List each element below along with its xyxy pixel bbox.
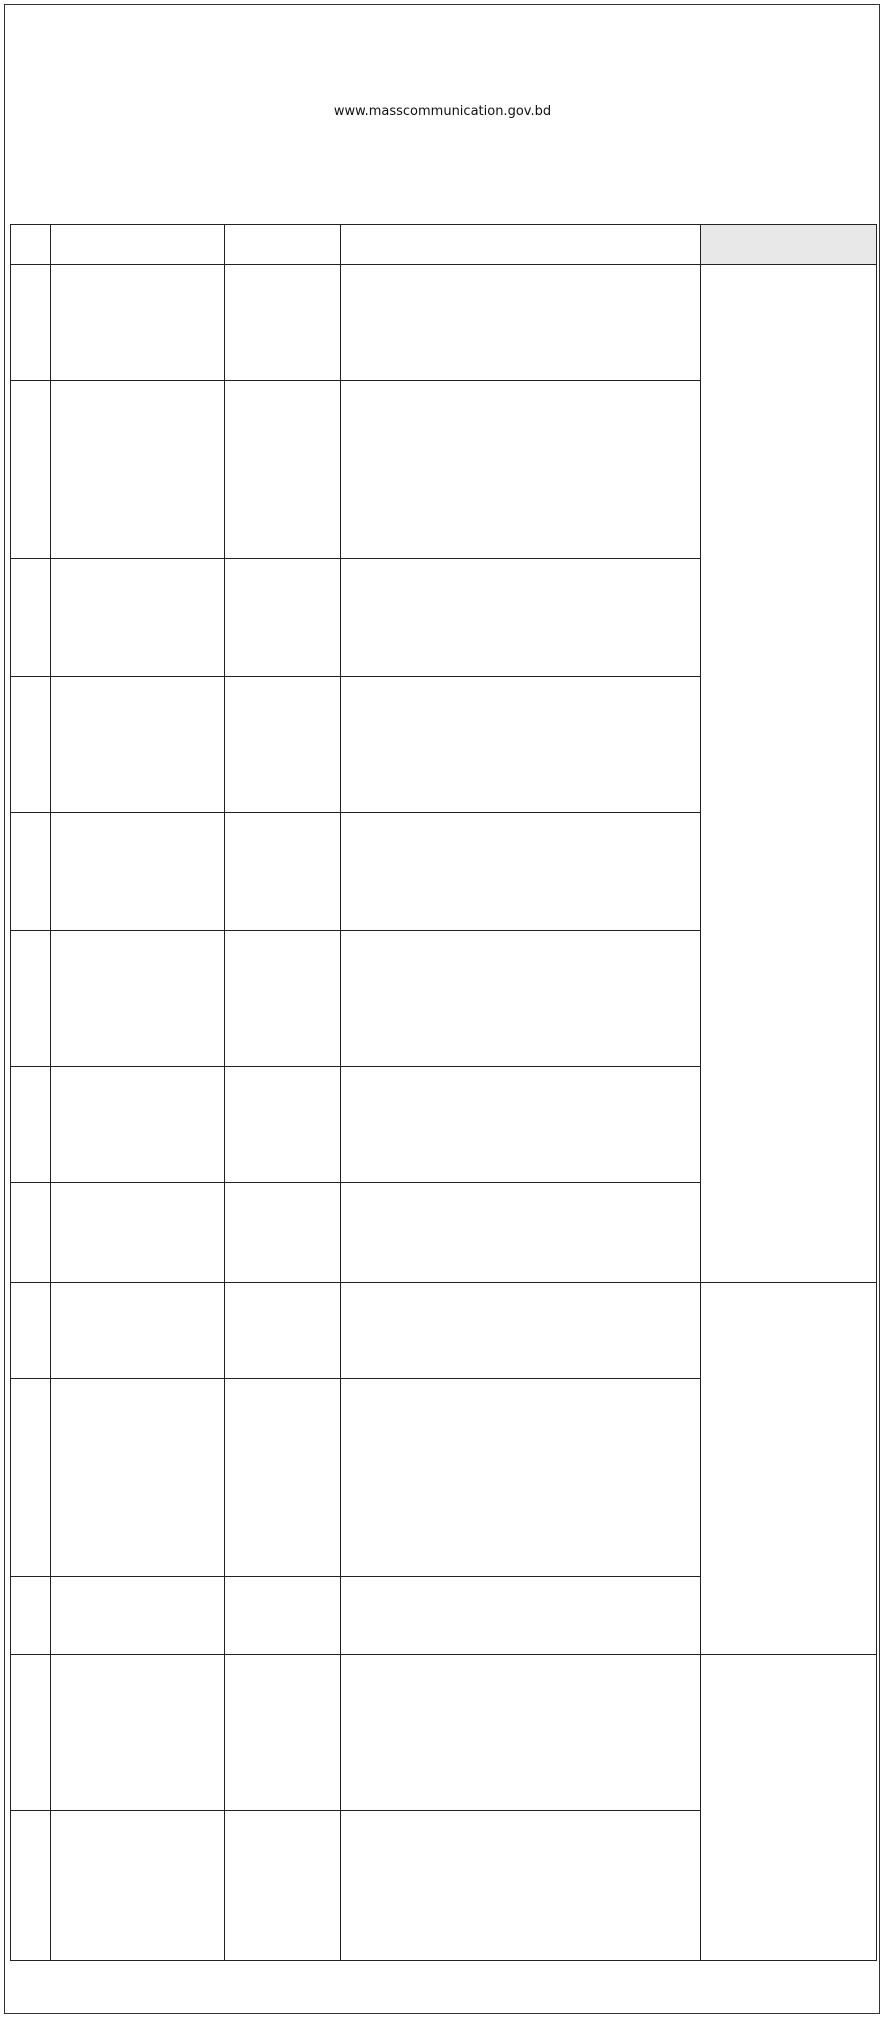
row-qualification bbox=[341, 677, 701, 813]
row-serial bbox=[11, 931, 51, 1067]
row-qualification bbox=[341, 265, 701, 381]
table-row bbox=[11, 265, 877, 381]
row-vacancy bbox=[225, 1067, 341, 1183]
row-vacancy bbox=[225, 1283, 341, 1379]
row-qualification bbox=[341, 1577, 701, 1655]
table-header-row bbox=[11, 225, 877, 265]
eligibility-note-group3 bbox=[701, 1655, 877, 1961]
table-row bbox=[11, 1283, 877, 1379]
row-qualification bbox=[341, 813, 701, 931]
row-post bbox=[51, 559, 225, 677]
row-post bbox=[51, 381, 225, 559]
row-serial bbox=[11, 677, 51, 813]
row-serial bbox=[11, 1577, 51, 1655]
row-serial bbox=[11, 265, 51, 381]
vacancy-table bbox=[10, 224, 877, 1961]
row-qualification bbox=[341, 1811, 701, 1961]
header-post-name bbox=[51, 225, 225, 265]
table-row bbox=[11, 1655, 877, 1811]
row-qualification bbox=[341, 559, 701, 677]
row-qualification bbox=[341, 1183, 701, 1283]
row-post bbox=[51, 1183, 225, 1283]
row-qualification bbox=[341, 1067, 701, 1183]
header-serial-no bbox=[11, 225, 51, 265]
header-ineligible-districts bbox=[701, 225, 877, 265]
row-vacancy bbox=[225, 559, 341, 677]
row-qualification bbox=[341, 1379, 701, 1577]
row-serial bbox=[11, 1283, 51, 1379]
row-serial bbox=[11, 1379, 51, 1577]
row-post bbox=[51, 1283, 225, 1379]
header-website: www.masscommunication.gov.bd bbox=[333, 104, 552, 119]
row-vacancy bbox=[225, 1655, 341, 1811]
row-qualification bbox=[341, 1283, 701, 1379]
row-vacancy bbox=[225, 1811, 341, 1961]
row-vacancy bbox=[225, 677, 341, 813]
row-serial bbox=[11, 1655, 51, 1811]
header-qualification bbox=[341, 225, 701, 265]
row-post bbox=[51, 265, 225, 381]
row-qualification bbox=[341, 381, 701, 559]
row-post bbox=[51, 1655, 225, 1811]
row-vacancy bbox=[225, 381, 341, 559]
row-vacancy bbox=[225, 265, 341, 381]
header-vacancy bbox=[225, 225, 341, 265]
row-vacancy bbox=[225, 1379, 341, 1577]
row-serial bbox=[11, 1067, 51, 1183]
row-serial bbox=[11, 559, 51, 677]
row-vacancy bbox=[225, 931, 341, 1067]
row-post bbox=[51, 1067, 225, 1183]
row-post bbox=[51, 1577, 225, 1655]
row-qualification bbox=[341, 1655, 701, 1811]
row-post bbox=[51, 931, 225, 1067]
notice-intro bbox=[10, 188, 876, 222]
row-serial bbox=[11, 381, 51, 559]
row-post bbox=[51, 677, 225, 813]
row-serial bbox=[11, 813, 51, 931]
row-serial bbox=[11, 1183, 51, 1283]
row-qualification bbox=[341, 931, 701, 1067]
row-post bbox=[51, 1379, 225, 1577]
row-vacancy bbox=[225, 813, 341, 931]
row-post bbox=[51, 813, 225, 931]
eligibility-note-group1 bbox=[701, 265, 877, 1283]
row-serial bbox=[11, 1811, 51, 1961]
row-vacancy bbox=[225, 1577, 341, 1655]
eligibility-note-group2 bbox=[701, 1283, 877, 1655]
row-post bbox=[51, 1811, 225, 1961]
row-vacancy bbox=[225, 1183, 341, 1283]
